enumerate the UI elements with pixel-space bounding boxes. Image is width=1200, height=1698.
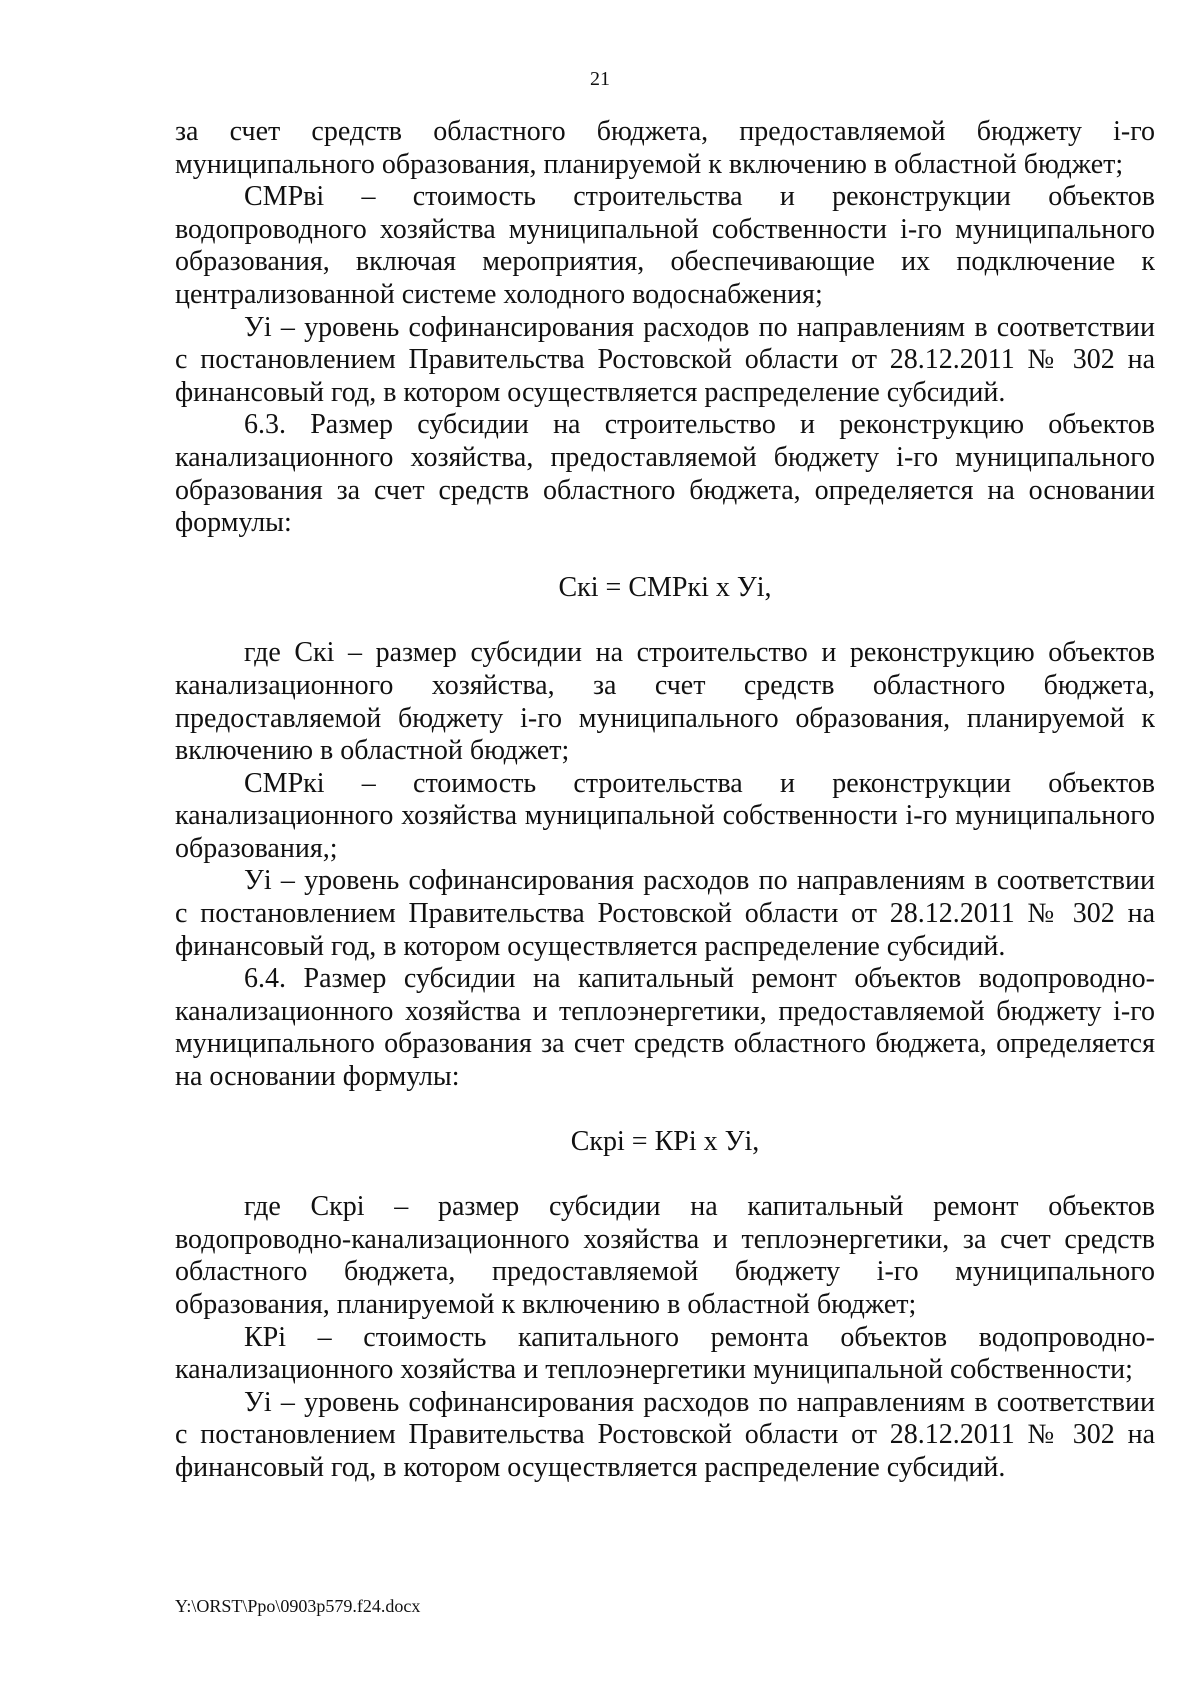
paragraph-skri-definition: где Скрi – размер субсидии на капитальный ремонт объектов водопроводно-канализационного хозяйства и теплоэнергетики, за счет средств областного бюджета, предоставляемой бюджету i-го муниципального образования, планируемой к включению в областной бюджет;: [175, 1191, 1155, 1320]
document-body: [175, 116, 1155, 1485]
footer-file-path: Y:\ORST\Ppo\0903p579.f24.docx: [175, 1596, 421, 1616]
page-number: 21: [590, 68, 610, 90]
paragraph-section-6-4: 6.4. Размер субсидии на капитальный ремонт объектов водопроводно-канализационного хозяйства и теплоэнергетики, предоставляемой бюджету i-го муниципального образования за счет средств областного бюджета, определяется на основании формулы:: [175, 963, 1155, 1093]
paragraph-continuation: за счет средств областного бюджета, предоставляемой бюджету i-го муниципального образования, планируемой к включению в областной бюджет;: [175, 116, 1155, 180]
formula-ski: Скi = СМРкi х Уi,: [558, 571, 772, 603]
paragraph-smrk-definition: СМРкi – стоимость строительства и реконструкции объектов канализационного хозяйства муниципальной собственности i-го муниципального образования,;: [175, 767, 1155, 864]
paragraph-ui-definition: Уi – уровень софинансирования расходов по направлениям в соответствии с постановлением Правительства Ростовской области от 28.12.2011 № 302 на финансовый год, в котором осуществляется распределение субсидий.: [175, 865, 1155, 962]
paragraph-ui-definition: Уi – уровень софинансирования расходов по направлениям в соответствии с постановлением Правительства Ростовской области от 28.12.2011 № 302 на финансовый год, в котором осуществляется распределение субсидий.: [175, 311, 1155, 408]
paragraph-ski-definition: где Скi – размер субсидии на строительство и реконструкцию объектов канализационного хозяйства, за счет средств областного бюджета, предоставляемой бюджету i-го муниципального образования, планируемой к включению в областной бюджет;: [175, 637, 1155, 767]
paragraph-section-6-3: 6.3. Размер субсидии на строительство и реконструкцию объектов канализационного хозяйства, предоставляемой бюджету i-го муниципального образования за счет средств областного бюджета, определяется на основании формулы:: [175, 409, 1155, 539]
formula-skri: Скрi = КРi х Уi,: [570, 1125, 760, 1157]
paragraph-ui-definition: Уi – уровень софинансирования расходов по направлениям в соответствии с постановлением Правительства Ростовской области от 28.12.2011 № 302 на финансовый год, в котором осуществляется распределение субсидий.: [175, 1386, 1155, 1483]
paragraph-smrv-definition: СМРвi – стоимость строительства и реконструкции объектов водопроводного хозяйства муниципальной собственности i-го муниципального образования, включая мероприятия, обеспечивающие их подключение к централизованной системе холодного водоснабжения;: [175, 181, 1155, 310]
paragraph-kri-definition: КРi – стоимость капитального ремонта объектов водопроводно-канализационного хозяйства и теплоэнергетики муниципальной собственности;: [175, 1321, 1155, 1386]
